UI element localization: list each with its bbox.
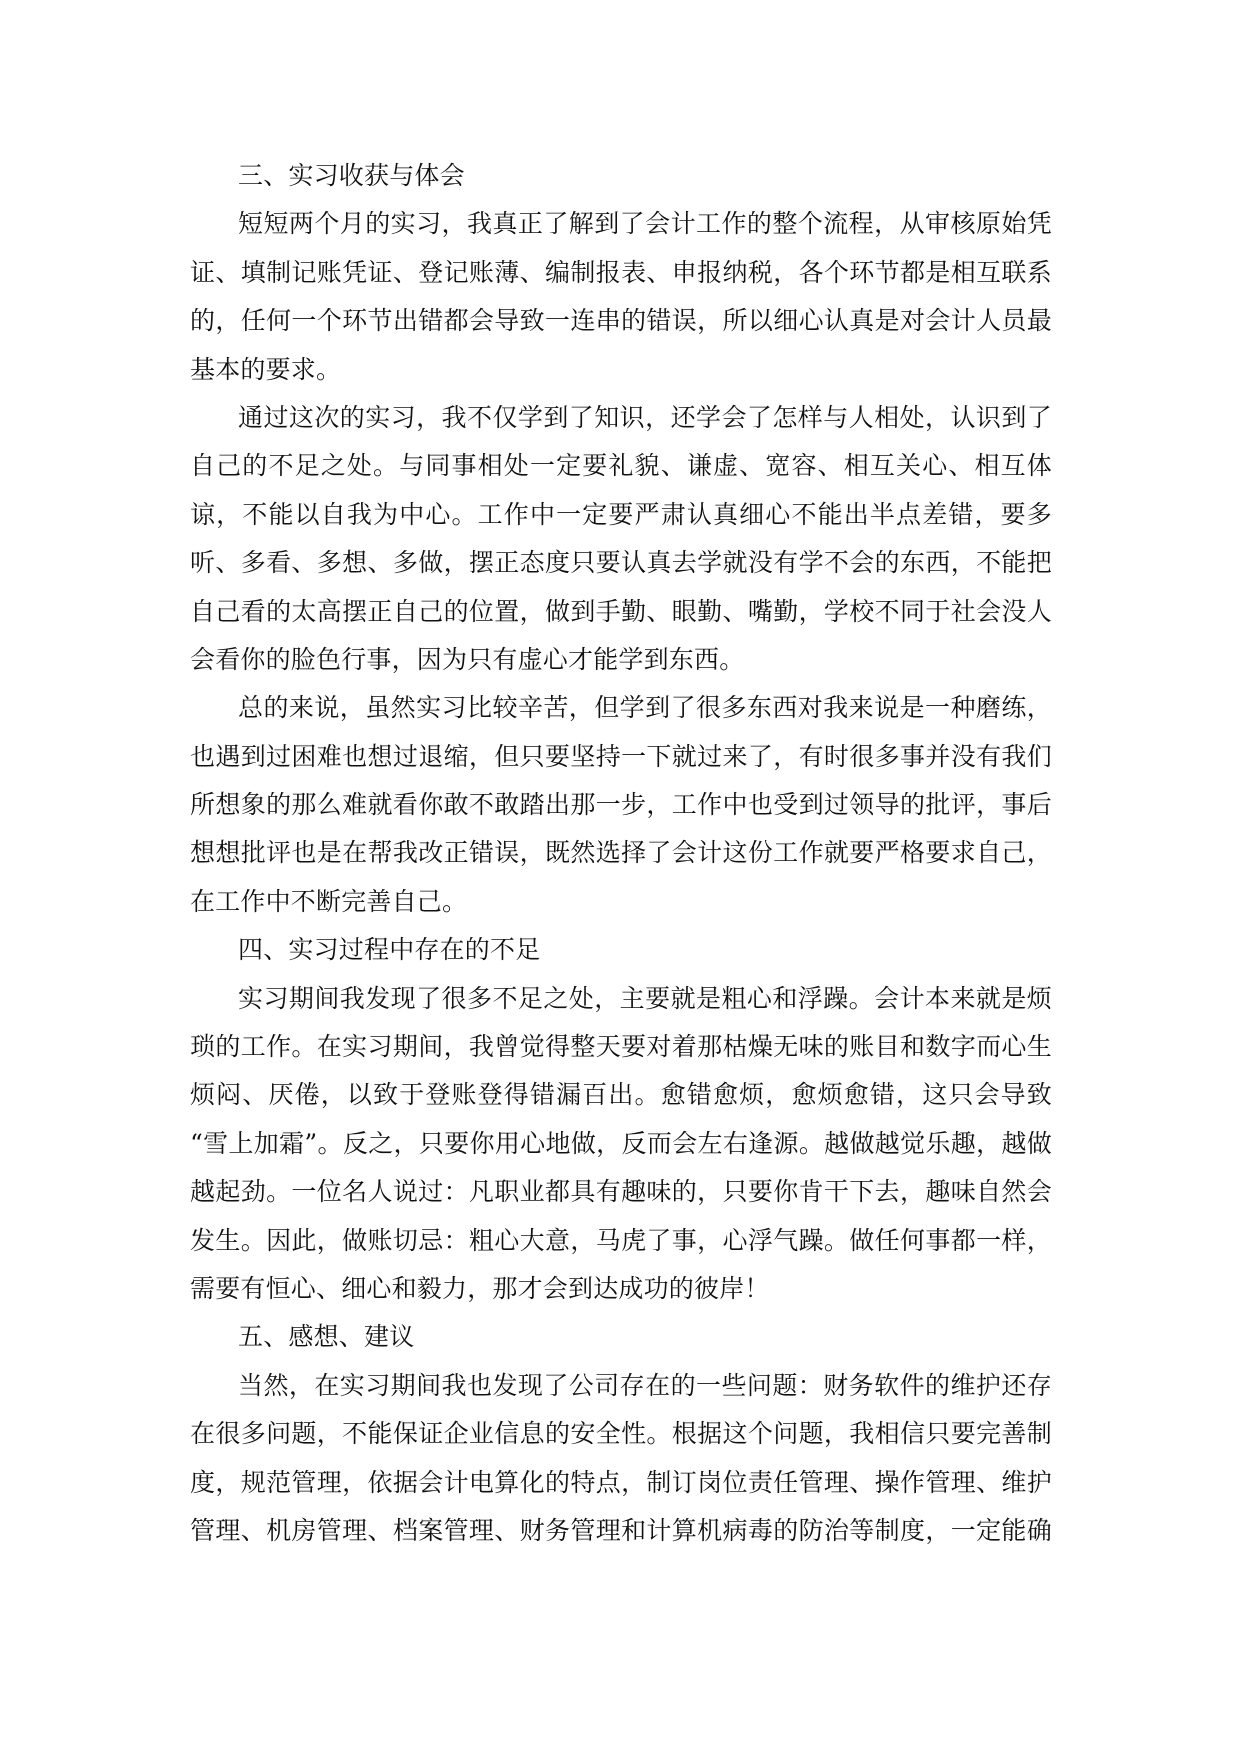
text-line: 想想批评也是在帮我改正错误，既然选择了会计这份工作就要严格要求自己， [190,838,1052,868]
text-line: 度，规范管理，依据会计电算化的特点，制订岗位责任管理、操作管理、维护 [190,1467,1052,1497]
text-line: 短短两个月的实习，我真正了解到了会计工作的整个流程，从审核原始凭 [238,209,1052,239]
text-line: 总的来说，虽然实习比较辛苦，但学到了很多东西对我来说是一种磨练， [238,693,1052,723]
paragraph-harvest [190,200,1052,394]
text-line: 烦闷、厌倦，以致于登账登得错漏百出。愈错愈烦，愈烦愈错，这只会导致 [190,1080,1052,1110]
text-line: 管理、机房管理、档案管理、财务管理和计算机病毒的防治等制度，一定能确 [190,1515,1052,1545]
section-heading-3: 三、实习收获与体会 [238,161,465,190]
text-line: 自己看的太高摆正自己的位置，做到手勤、眼勤、嘴勤，学校不同于社会没人 [190,596,1052,626]
text-line: 谅，不能以自我为中心。工作中一定要严肃认真细心不能出半点差错，要多 [190,499,1052,529]
paragraph-shortcomings [190,975,1052,1314]
text-line: 越起劲。一位名人说过：凡职业都具有趣味的，只要你肯干下去，趣味自然会 [190,1177,1052,1207]
text-line: 在工作中不断完善自己。 [190,886,468,916]
text-line: 所想象的那么难就看你敢不敢踏出那一步，工作中也受到过领导的批评，事后 [190,790,1052,820]
text-line: 也遇到过困难也想过退缩，但只要坚持一下就过来了，有时很多事并没有我们 [190,741,1052,771]
text-line: 在很多问题，不能保证企业信息的安全性。根据这个问题，我相信只要完善制 [190,1419,1052,1449]
text-line: 实习期间我发现了很多不足之处，主要就是粗心和浮躁。会计本来就是烦 [238,983,1052,1013]
text-line: 会看你的脸色行事，因为只有虚心才能学到东西。 [190,644,745,674]
section-heading-4: 四、实习过程中存在的不足 [238,935,541,965]
text-line: 听、多看、多想、多做，摆正态度只要认真去学就没有学不会的东西，不能把 [190,548,1052,578]
section-heading-5: 五、感想、建议 [238,1322,415,1352]
text-line: 当然，在实习期间我也发现了公司存在的一些问题：财务软件的维护还存 [238,1370,1052,1400]
text-line: 需要有恒心、细心和毅力，那才会到达成功的彼岸！ [190,1273,770,1303]
text-line: 的，任何一个环节出错都会导致一连串的错误，所以细心认真是对会计人员最 [190,306,1052,336]
text-line: “雪上加霜”。反之，只要你用心地做，反而会左右逢源。越做越觉乐趣，越做 [190,1128,1052,1158]
document-page [190,152,1052,1555]
text-line: 发生。因此，做账切忌：粗心大意，马虎了事，心浮气躁。做任何事都一样， [190,1225,1052,1255]
text-line: 自己的不足之处。与同事相处一定要礼貌、谦虚、宽容、相互关心、相互体 [190,451,1052,481]
paragraph-suggestions [190,1362,1052,1556]
paragraph-summary [190,684,1052,926]
text-line: 琐的工作。在实习期间，我曾觉得整天要对着那枯燥无味的账目和数字而心生 [190,1032,1052,1062]
text-line: 通过这次的实习，我不仅学到了知识，还学会了怎样与人相处，认识到了 [238,402,1052,432]
text-line: 证、填制记账凭证、登记账薄、编制报表、申报纳税，各个环节都是相互联系 [190,257,1052,287]
text-line: 基本的要求。 [190,354,342,384]
paragraph-relations [190,394,1052,684]
